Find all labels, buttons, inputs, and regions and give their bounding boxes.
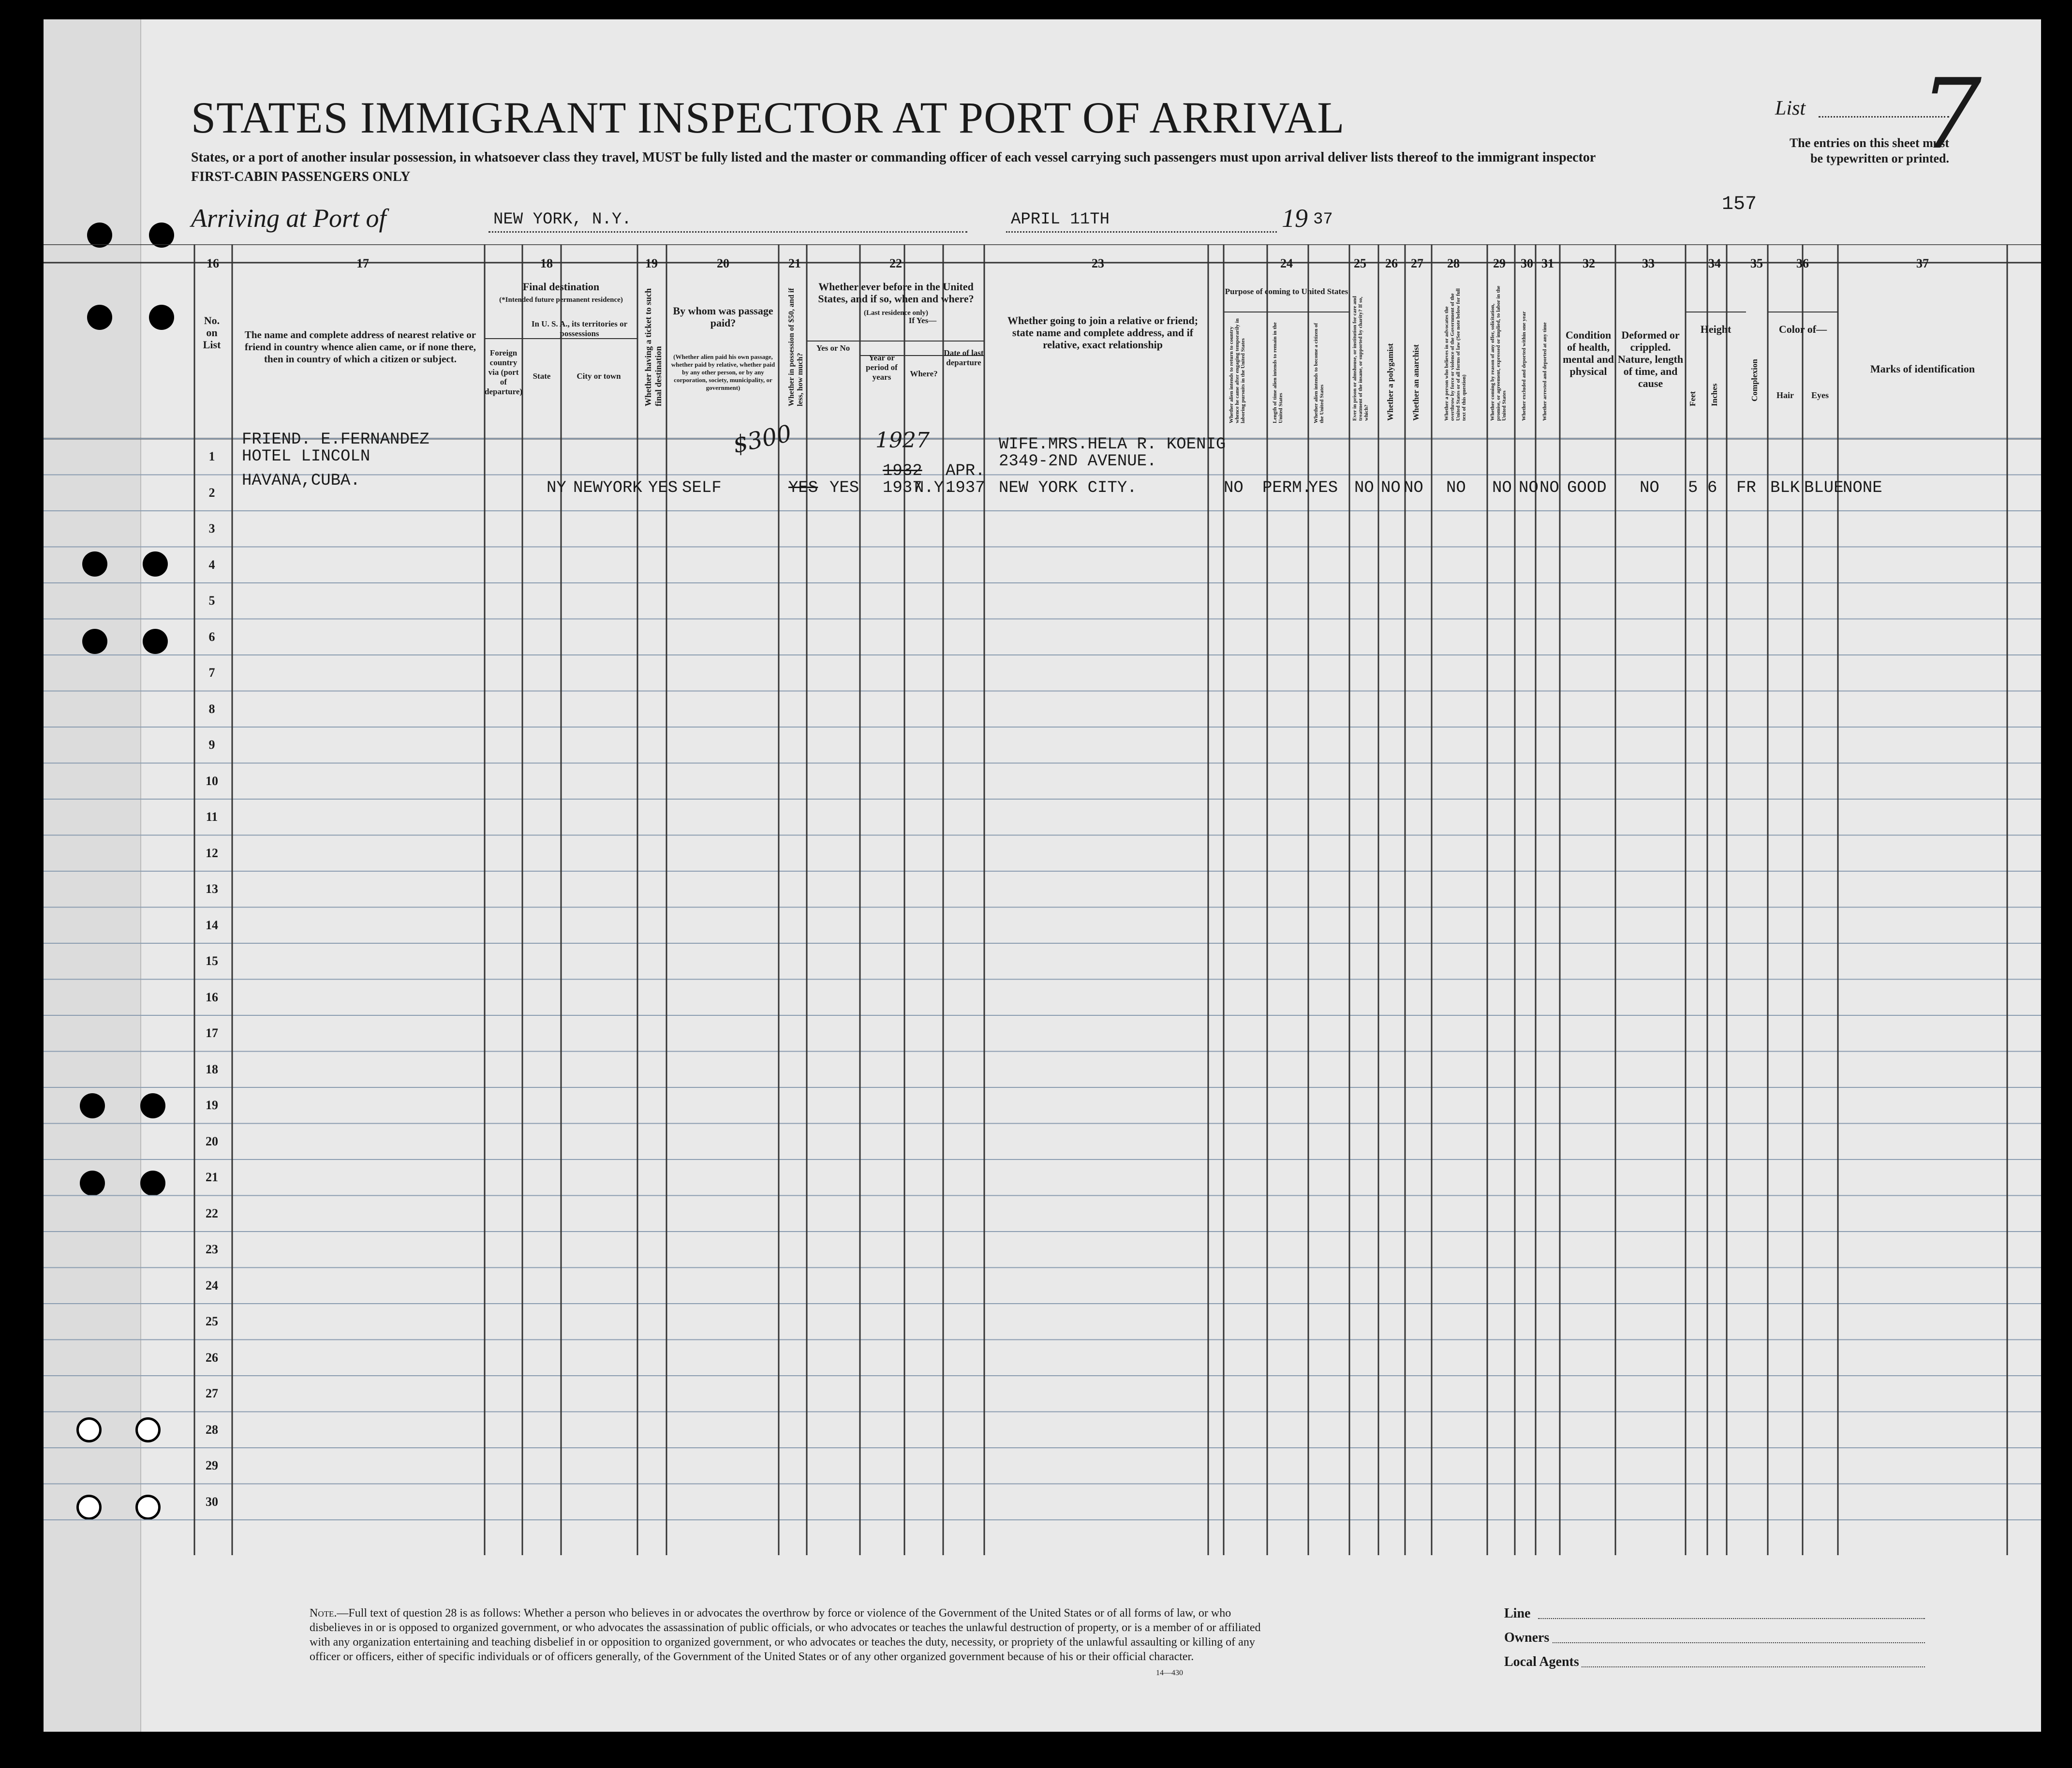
header-purpose: Purpose of coming to United States (1225, 287, 1348, 296)
row-number: 14 (206, 918, 218, 932)
row-number: 3 (208, 521, 215, 536)
arriving-label: Arriving at Port of (191, 204, 386, 233)
col-32-number: 32 (1583, 256, 1595, 270)
prison-value: NO (1354, 479, 1374, 497)
eyes-value: BLUE (1804, 479, 1844, 497)
header-passage-paid: By whom was passage paid? (673, 305, 773, 329)
col-29-number: 29 (1493, 256, 1506, 270)
footer-line-label: Line (1504, 1606, 1531, 1621)
col-16-number: 16 (207, 256, 219, 270)
footnote (310, 1606, 1277, 1664)
row-number: 6 (208, 629, 215, 644)
row-number: 11 (206, 810, 218, 824)
port-dotline (488, 231, 967, 233)
footer-owners-label: Owners (1504, 1630, 1550, 1645)
dest-city: NEWYORK (573, 479, 642, 497)
col-28-number: 28 (1447, 256, 1460, 270)
col-21-number: 21 (788, 256, 801, 270)
entries-note (1736, 135, 1949, 166)
header-condition: Condition of health, mental and physical (1563, 329, 1614, 377)
row-number: 27 (206, 1386, 218, 1401)
header-anarchist: Whether an anarchist (1411, 344, 1421, 421)
deformed-value: NO (1640, 479, 1659, 497)
header-date-last-departure: Date of last departure (944, 348, 984, 367)
ever-before-struck: YES (788, 479, 818, 497)
ever-before-value: YES (829, 479, 859, 497)
marks-value: NONE (1843, 479, 1882, 497)
year-struck: 1932 (883, 462, 922, 480)
row-number: 4 (208, 557, 215, 572)
anarchist-value: NO (1404, 479, 1423, 497)
header-purpose-1: Whether alien intends to return to country whence he came after engaging temporarily in laboring pursuits in the United States (1228, 318, 1246, 423)
ticket-value: YES (648, 479, 678, 497)
port-value: NEW YORK, N.Y. (493, 210, 632, 229)
header-where: Where? (910, 369, 938, 378)
list-label: List (1775, 97, 1806, 119)
last-departure-month: APR. (946, 462, 985, 480)
col-23-number: 23 (1092, 256, 1104, 270)
row-number: 28 (206, 1422, 218, 1437)
footnote-label: Note. (310, 1607, 337, 1619)
col-35-number: 35 (1750, 256, 1763, 270)
header-prison: Ever in prison or almshouse, or institution for care and treatment of the insane, or supported by charity? If so, which? (1352, 296, 1369, 421)
where-value: N.Y. (914, 479, 954, 497)
relative-line2: HOTEL LINCOLN (242, 447, 370, 466)
manifest-sheet (44, 19, 2041, 1732)
col-19-number: 19 (645, 256, 658, 270)
header-hair: Hair (1776, 390, 1794, 400)
col-37-number: 37 (1916, 256, 1929, 270)
col-34-number: 34 (1708, 256, 1721, 270)
header-state: State (533, 371, 551, 381)
year-handwritten: 1927 (875, 428, 930, 453)
q30-value: NO (1519, 479, 1539, 497)
row-number: 8 (208, 701, 215, 716)
relative-line1: FRIEND. E.FERNANDEZ (242, 431, 429, 449)
footer-line-dotline (1538, 1618, 1925, 1619)
header-q31: Whether arrested and deported at any time (1542, 322, 1548, 421)
page-stamp: 157 (1722, 193, 1757, 215)
header-city: City or town (577, 371, 621, 381)
header-year-period: Year or period of years (866, 353, 898, 382)
col-17-number: 17 (356, 256, 369, 270)
col-26-number: 26 (1385, 256, 1398, 270)
header-passage-paid-note: (Whether alien paid his own passage, whether paid by relative, whether paid by any other person, or by any corporation, society, municipality, or government) (671, 353, 775, 391)
footer-owners-dotline (1553, 1642, 1925, 1643)
row-number: 21 (206, 1170, 218, 1185)
paid-by-value: SELF (682, 479, 722, 497)
condition-value: GOOD (1567, 479, 1607, 497)
row-number: 12 (206, 846, 218, 860)
header-relative-address: The name and complete address of nearest relative or friend in country whence alien came, or if none there, then in country of which a citizen or subject. (244, 329, 476, 365)
purpose-2-value: PERM. (1262, 479, 1312, 497)
row-number: 7 (208, 666, 215, 680)
page-title: STATES IMMIGRANT INSPECTOR AT PORT OF ARRIVAL (191, 93, 1345, 142)
header-marks: Marks of identification (1870, 363, 1975, 375)
header-color-of: Color of— (1778, 323, 1827, 335)
q29-value: NO (1492, 479, 1512, 497)
year-suffix: 37 (1313, 210, 1333, 229)
header-ever-before: Whether ever before in the United States, and if so, when and where? (818, 281, 974, 305)
header-possession-50: Whether in possession of $50, and if less, how much? (787, 288, 804, 406)
possession-handwritten: $300 (730, 419, 794, 459)
row-number: 23 (206, 1242, 218, 1257)
row-number: 16 (206, 990, 218, 1004)
date-dotline (1006, 231, 1277, 233)
col-18-number: 18 (540, 256, 553, 270)
header-polygamist: Whether a polygamist (1386, 343, 1395, 421)
join-line2: 2349-2ND AVENUE. (999, 452, 1157, 471)
row-number: 19 (206, 1098, 218, 1113)
header-feet: Feet (1688, 391, 1697, 406)
row-number: 22 (206, 1206, 218, 1220)
row-number: 2 (208, 485, 215, 500)
row-number: 15 (206, 954, 218, 968)
header-last-residence: (Last residence only) (863, 309, 929, 317)
col-20-number: 20 (717, 256, 729, 270)
header-inches: Inches (1710, 383, 1719, 406)
dest-state: NY (547, 479, 566, 497)
header-deformed: Deformed or crippled. Nature, length of time, and cause (1617, 329, 1684, 389)
col-31-number: 31 (1541, 256, 1554, 270)
complexion-value: FR (1736, 479, 1756, 497)
row-number: 13 (206, 882, 218, 896)
polygamist-value: NO (1381, 479, 1401, 497)
header-yes-or-no: Yes or No (816, 343, 850, 353)
purpose-1-value: NO (1224, 479, 1243, 497)
row-number: 5 (208, 594, 215, 608)
col-27-number: 27 (1411, 256, 1423, 270)
header-purpose-3: Whether alien intends to become a citizen of the United States (1313, 323, 1325, 423)
q31-value: NO (1539, 479, 1559, 497)
q28-value: NO (1446, 479, 1466, 497)
intro-text: States, or a port of another insular possession, in whatsoever class they travel, MUST be fully listed and the master or commanding officer of each vessel carrying such passengers must upon arrival deliver lists thereof to the immigrant inspector (191, 150, 1596, 165)
row-number: 18 (206, 1062, 218, 1076)
inches-value: 6 (1707, 479, 1717, 497)
header-join-relative: Whether going to join a relative or friend; state name and complete address, and if relative, exact relationship (1007, 314, 1199, 351)
header-ticket: Whether having a ticket to such final destination (643, 288, 663, 406)
col-30-number: 30 (1521, 256, 1533, 270)
col-25-number: 25 (1354, 256, 1366, 270)
row-number: 20 (206, 1134, 218, 1148)
header-q28: Whether a person who believes in or advocates the overthrow by force or violence of the Government of the United States or of all forms of law (See note below for full text of this question) (1444, 288, 1467, 421)
first-cabin-label: FIRST-CABIN PASSENGERS ONLY (191, 169, 411, 184)
purpose-3-value: YES (1308, 479, 1338, 497)
row-number: 10 (206, 773, 218, 788)
header-height: Height (1700, 323, 1732, 335)
col-24-number: 24 (1280, 256, 1293, 270)
header-q29: Whether coming by reason of any offer, solicitation, promise, or agreement, expressed or implied, to labor in the United States (1490, 285, 1507, 421)
header-complexion: Complexion (1750, 359, 1759, 401)
hair-value: BLK (1770, 479, 1800, 497)
col-33-number: 33 (1642, 256, 1655, 270)
row-number: 9 (208, 738, 215, 752)
date-value: APRIL 11TH (1011, 210, 1110, 229)
footer-agents-dotline (1582, 1666, 1925, 1667)
year-value: 1937 (883, 479, 922, 497)
header-no-on-list: No. on List (203, 314, 221, 351)
row-number: 25 (206, 1314, 218, 1329)
row-number: 30 (206, 1494, 218, 1509)
header-q30: Whether excluded and deported within one year (1521, 311, 1527, 421)
row-number: 29 (206, 1458, 218, 1473)
row-number: 17 (206, 1026, 218, 1040)
header-foreign-country: Foreign country via (port of departure) (485, 348, 523, 396)
header-eyes: Eyes (1811, 390, 1829, 400)
header-in-usa: In U. S. A., its territories or possessions (531, 319, 628, 338)
year-prefix: 19 (1282, 204, 1308, 233)
last-departure-year: 1937 (946, 479, 985, 497)
form-number: 14—430 (1156, 1669, 1183, 1677)
entries-note-line1: The entries on this sheet must (1789, 136, 1949, 150)
header-final-destination-note: (*Intended future permanent residence) (499, 296, 623, 304)
footer-agents-label: Local Agents (1504, 1654, 1579, 1669)
header-purpose-2: Length of time alien intends to remain in the United States (1272, 322, 1284, 423)
header-final-destination: Final destination (522, 281, 600, 293)
col-22-number: 22 (889, 256, 902, 270)
row-number: 1 (208, 449, 215, 464)
col-36-number: 36 (1796, 256, 1809, 270)
footnote-text: —Full text of question 28 is as follows: Whether a person who believes in or advocates the overthrow by force or violence of the Government of the United States or of all forms of law, or who disbelieves in or is opposed to organized government, or who advocates the assassination of public officials, or who advocates or teaches the unlawful destruction of property, or is a member of or affiliated with any organization entertaining and teaching disbelief in or opposition to organized government, or who advocates or teaches the duty, necessity, or propriety of the unlawful assaulting or killing of any officer or officers, either of specific individuals or of officers generally, of the Government of the United States or of any other organized government because of his or their official character. (310, 1607, 1261, 1663)
row-number: 24 (206, 1278, 218, 1293)
header-if-yes: If Yes— (908, 316, 937, 325)
relative-line3: HAVANA,CUBA. (242, 472, 360, 490)
feet-value: 5 (1688, 479, 1698, 497)
entries-note-line2: be typewritten or printed. (1810, 151, 1949, 165)
join-line3: NEW YORK CITY. (999, 479, 1137, 497)
row-number: 26 (206, 1350, 218, 1365)
join-line1: WIFE.MRS.HELA R. KOENIG (999, 435, 1226, 454)
list-number: 7 (1920, 58, 1982, 171)
